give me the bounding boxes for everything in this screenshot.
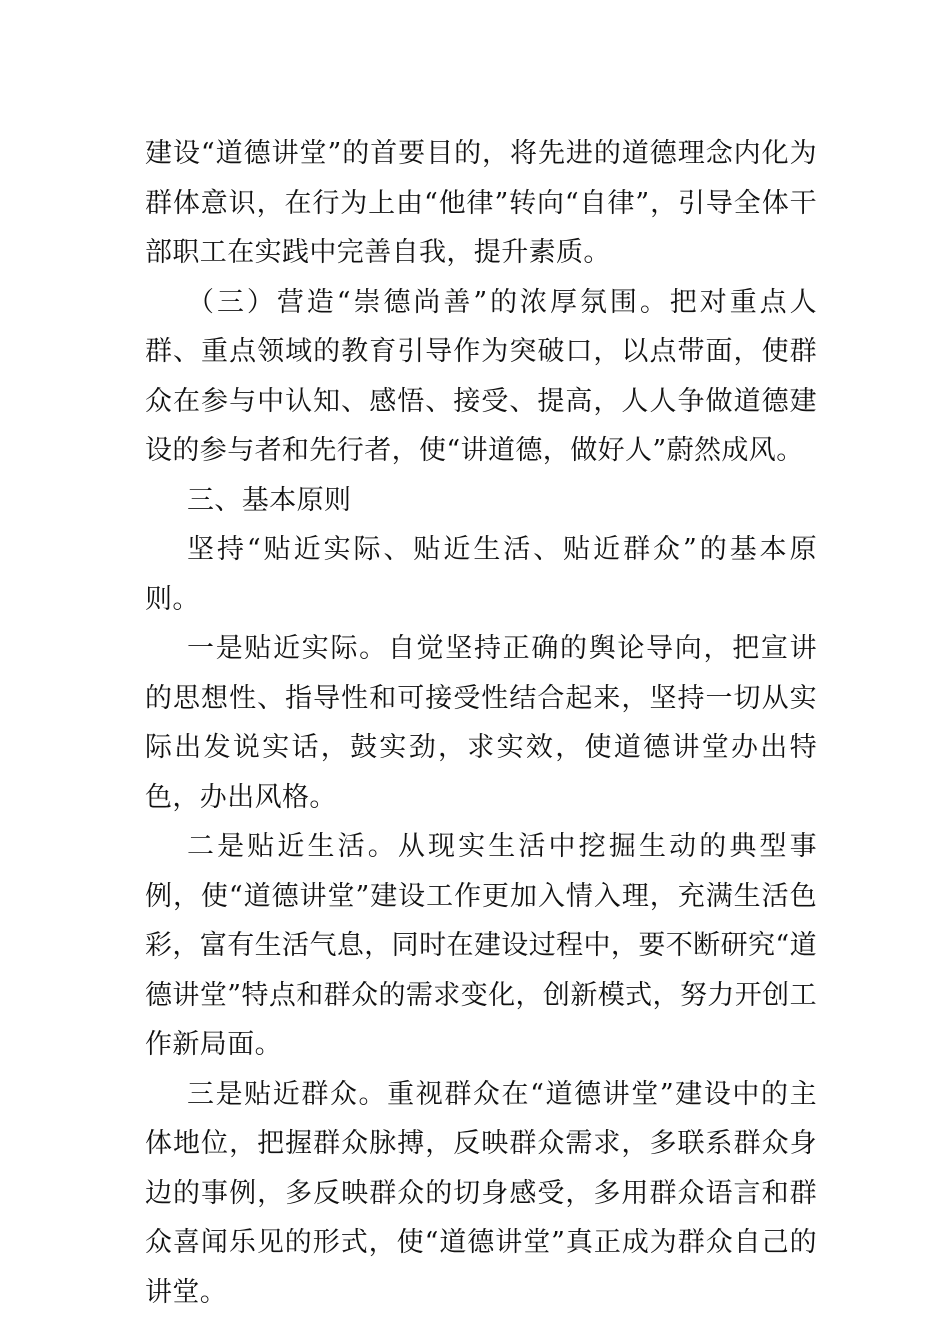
paragraph-principle-summary: 坚持“贴近实际、贴近生活、贴近群众”的基本原则。 bbox=[145, 534, 817, 615]
document-body bbox=[145, 129, 817, 1317]
paragraph-close-to-reality: 一是贴近实际。自觉坚持正确的舆论导向，把宣讲的思想性、指导性和可接受性结合起来，坚持一切从实际出发说实话，鼓实劲，求实效，使道德讲堂办出特色，办出风格。 bbox=[145, 633, 817, 813]
paragraph-purpose-continued: 建设“道德讲堂”的首要目的，将先进的道德理念内化为群体意识，在行为上由“他律”转向“自律”，引导全体干部职工在实践中完善自我，提升素质。 bbox=[145, 138, 817, 268]
heading-basic-principles: 三、基本原则 bbox=[187, 484, 352, 516]
paragraph-section-three-atmosphere: （三）营造“崇德尚善”的浓厚氛围。把对重点人群、重点领域的教育引导作为突破口，以点带面，使群众在参与中认知、感悟、接受、提高，人人争做道德建设的参与者和先行者，使“讲道德，做好人”蔚然成风。 bbox=[145, 286, 817, 466]
paragraph-close-to-masses: 三是贴近群众。重视群众在“道德讲堂”建设中的主体地位，把握群众脉搏，反映群众需求，多联系群众身边的事例，多反映群众的切身感受，多用群众语言和群众喜闻乐见的形式，使“道德讲堂”真正成为群众自己的讲堂。 bbox=[145, 1078, 817, 1308]
paragraph-close-to-life: 二是贴近生活。从现实生活中挖掘生动的典型事例，使“道德讲堂”建设工作更加入情入理，充满生活色彩，富有生活气息，同时在建设过程中，要不断研究“道德讲堂”特点和群众的需求变化，创新模式，努力开创工作新局面。 bbox=[145, 831, 817, 1060]
